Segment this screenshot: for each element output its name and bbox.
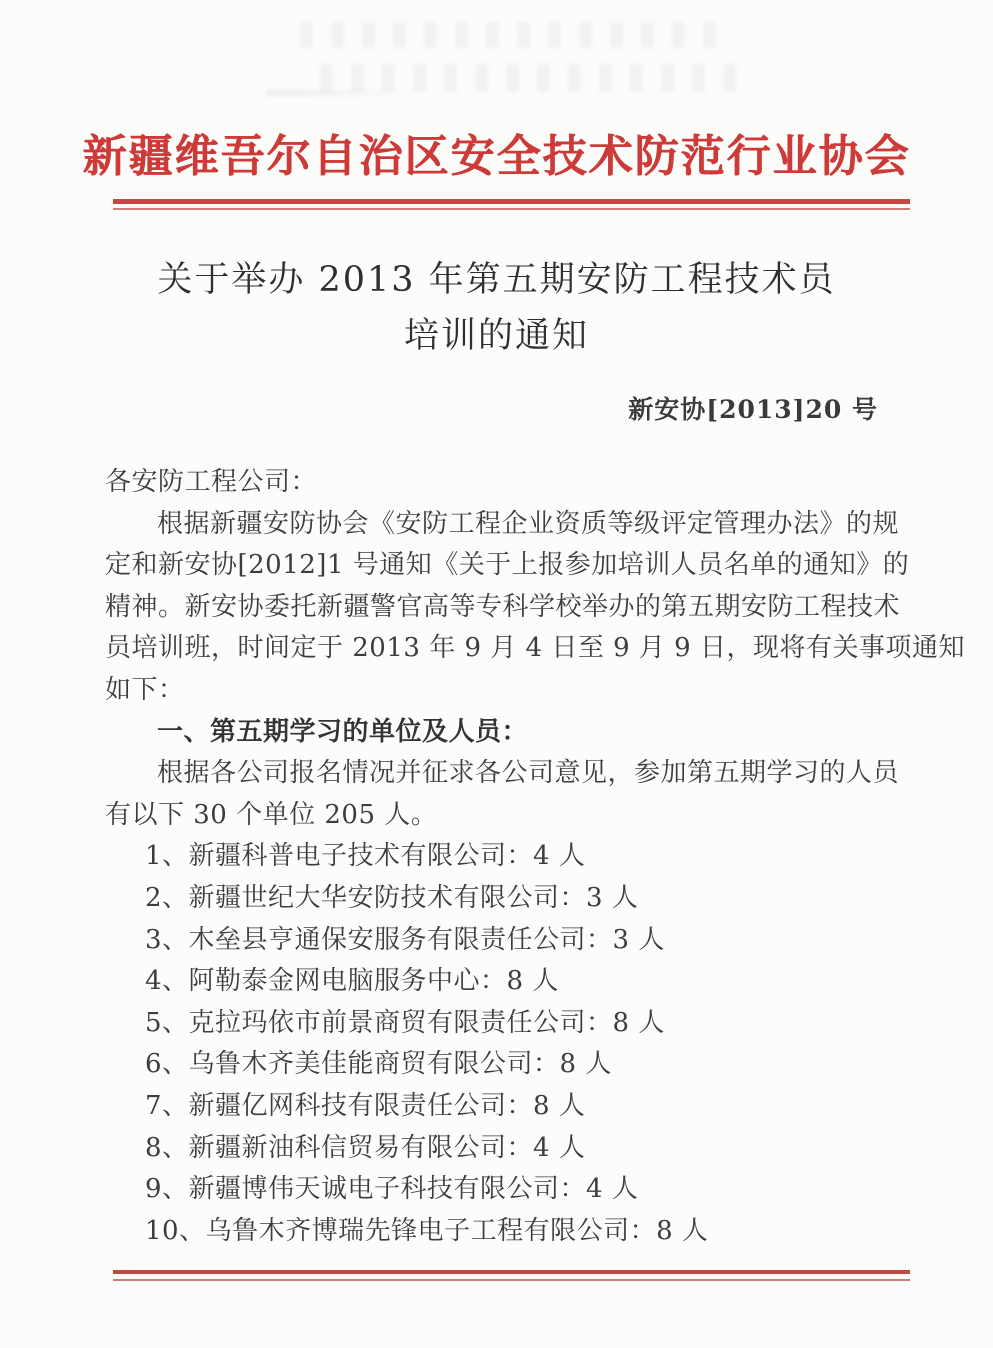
- bleedthrough-artifact: [265, 90, 425, 96]
- company-list-item: 7、新疆亿网科技有限责任公司：8 人: [145, 1090, 586, 1121]
- doc-number: 新安协[2013]20 号: [628, 395, 878, 424]
- company-list-item: 9、新疆博伟天诚电子科技有限公司：4 人: [145, 1174, 639, 1205]
- company-list-item: 3、木垒县亨通保安服务有限责任公司：3 人: [145, 924, 665, 955]
- notice-body: [105, 462, 965, 1252]
- notice-title-line-2: 培训的通知: [403, 316, 589, 356]
- intro-line: 定和新安协[2012]1 号通知《关于上报参加培训人员名单的通知》的: [105, 550, 910, 581]
- company-list-item: 1、新疆科普电子技术有限公司：4 人: [145, 841, 586, 872]
- letterhead-org-name: 新疆维吾尔自治区安全技术防范行业协会: [82, 131, 911, 182]
- intro-line: 根据新疆安防协会《安防工程企业资质等级评定管理办法》的规: [157, 508, 900, 539]
- salutation: 各安防工程公司：: [105, 467, 318, 497]
- footer-divider: [113, 1270, 910, 1281]
- notice-title-line-1: 关于举办 2013 年第五期安防工程技术员: [157, 260, 836, 300]
- company-list-item: 2、新疆世纪大华安防技术有限公司：3 人: [145, 882, 639, 913]
- bleedthrough-artifact: [300, 22, 720, 48]
- section-heading: 一、第五期学习的单位及人员：: [157, 716, 529, 747]
- intro-line: 精神。新安协委托新疆警官高等专科学校举办的第五期安防工程技术: [105, 591, 901, 622]
- company-list-item: 8、新疆新油科信贸易有限公司：4 人: [145, 1132, 586, 1163]
- letterhead-divider: [113, 199, 910, 210]
- intro-line: 如下：: [105, 674, 185, 705]
- company-list-item: 4、阿勒泰金网电脑服务中心：8 人: [145, 966, 559, 997]
- section-line: 根据各公司报名情况并征求各公司意见，参加第五期学习的人员: [157, 758, 900, 789]
- company-list-item: 6、乌鲁木齐美佳能商贸有限公司：8 人: [145, 1049, 612, 1080]
- company-list-item: 5、克拉玛依市前景商贸有限责任公司：8 人: [145, 1007, 665, 1038]
- intro-line: 员培训班，时间定于 2013 年 9 月 4 日至 9 月 9 日，现将有关事项通知: [105, 633, 965, 664]
- section-line: 有以下 30 个单位 205 人。: [105, 799, 438, 830]
- company-list-item: 10、乌鲁木齐博瑞先锋电子工程有限公司：8 人: [145, 1215, 709, 1246]
- bleedthrough-artifact: [320, 64, 750, 92]
- divider-thin-line: [113, 208, 910, 210]
- divider-thin-line: [113, 1279, 910, 1281]
